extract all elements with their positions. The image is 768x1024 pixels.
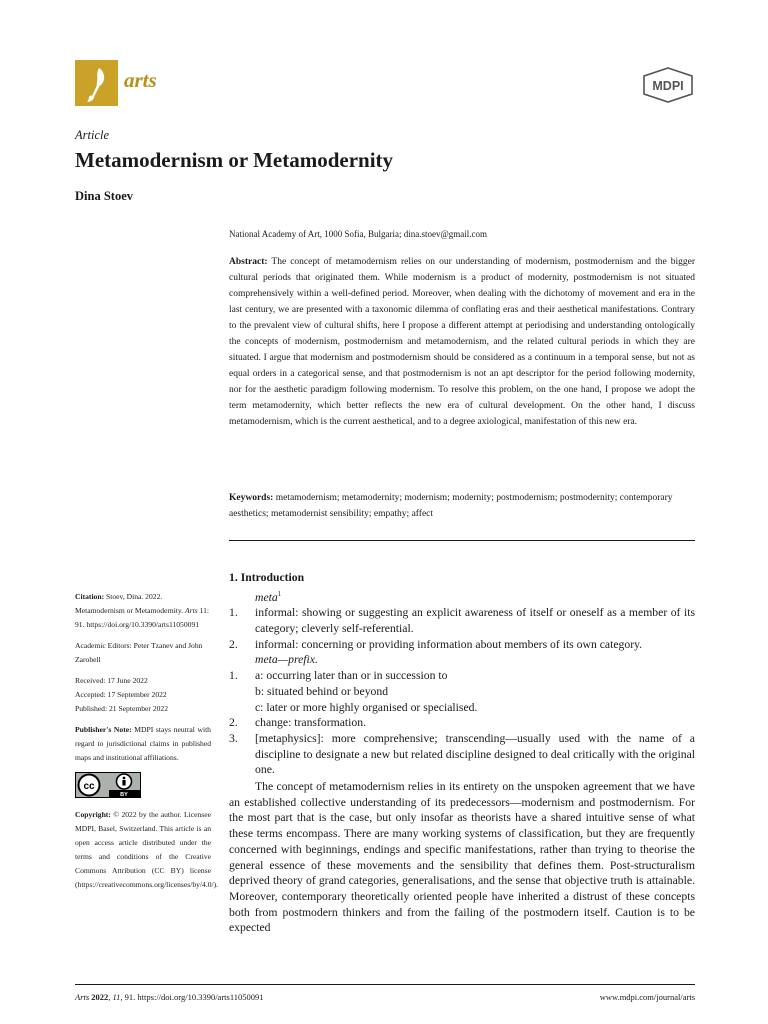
footer-journal-url[interactable]: www.mdpi.com/journal/arts xyxy=(599,992,695,1002)
keywords xyxy=(229,490,695,522)
citation-block xyxy=(75,590,211,632)
academic-editors: Academic Editors: Peter Tzanev and John Zarobell xyxy=(75,641,203,664)
list-number: 3. xyxy=(229,731,238,745)
footer-citation: Arts 2022, 11, 91. https://doi.org/10.3390/arts11050091 xyxy=(75,992,264,1002)
section-divider xyxy=(229,540,695,541)
list-number: 2. xyxy=(229,637,238,651)
author-affiliation: National Academy of Art, 1000 Sofia, Bulgaria; dina.stoev@gmail.com xyxy=(229,229,487,239)
citation-journal: Arts xyxy=(185,606,198,615)
journal-name: arts xyxy=(124,68,157,92)
footer-doi[interactable]: , 91. https://doi.org/10.3390/arts11050091 xyxy=(120,992,264,1002)
list-item xyxy=(229,637,695,653)
definition-term: meta xyxy=(255,590,278,604)
cc-by-license-icon[interactable] xyxy=(75,772,141,798)
list-number: 2. xyxy=(229,716,238,730)
list-item xyxy=(229,731,695,778)
footer-volume: 11 xyxy=(112,992,121,1002)
article-title: Metamodernism or Metamodernity xyxy=(75,148,394,172)
copyright-text: © 2022 by the author. Licensee MDPI, Basel, Switzerland. This article is an open access article distributed under the terms and conditions of the Creative Commons Attribution (CC BY) license (https://creativecommons.org/licenses/by/4.0/). xyxy=(75,810,219,889)
article-type: Article xyxy=(75,128,110,142)
section-heading: 1. Introduction xyxy=(229,571,305,584)
definition-heading-prefix xyxy=(229,652,695,668)
svg-text:cc: cc xyxy=(83,781,95,792)
abstract xyxy=(229,254,695,430)
citation-text: Stoev, Dina. 2022. Metamodernism or Metamodernity. xyxy=(75,592,184,615)
list-text-line: a: occurring later than or in succession to xyxy=(255,669,448,683)
list-number: 1. xyxy=(229,606,238,620)
definition-list-1 xyxy=(229,605,695,652)
publisher-note xyxy=(75,723,211,765)
footnote-marker: 1 xyxy=(277,589,282,598)
footer-year: 2022 xyxy=(91,992,109,1002)
copyright-label: Copyright: xyxy=(75,810,111,819)
sidebar xyxy=(75,590,219,899)
definition-list-2 xyxy=(229,668,695,778)
list-text: informal: concerning or providing information about members of its own category. xyxy=(255,637,643,651)
keywords-text: metamodernism; metamodernity; modernism; modernity; postmodernism; postmodernity; contemporary aesthetics; metamodernist sensibility; empathy; affect xyxy=(229,493,673,519)
mdpi-logo-icon xyxy=(641,67,695,103)
arts-journal-logo-icon xyxy=(75,60,118,106)
list-text-line: b: situated behind or beyond xyxy=(255,684,389,698)
list-item xyxy=(229,715,695,731)
license-badge-text: BY xyxy=(120,792,128,798)
accepted-date: Accepted: 17 September 2022 xyxy=(75,690,167,699)
copyright-block xyxy=(75,808,219,892)
definition-heading-meta xyxy=(229,587,695,606)
main-text xyxy=(229,570,695,936)
keywords-label: Keywords: xyxy=(229,493,274,503)
list-text: change: transformation. xyxy=(255,716,366,730)
publisher-note-label: Publisher's Note: xyxy=(75,725,132,734)
publisher-note-text: MDPI stays neutral with regard to jurisdictional claims in published maps and institutional affiliations. xyxy=(75,725,211,762)
author-name: Dina Stoev xyxy=(75,189,133,203)
body-paragraph: The concept of metamodernism relies in its entirety on the unspoken agreement that we have an established collective understanding of its predecessors—modernism and postmodernism. For the most part that is the case, but only insofar as theorists have a shared intuitive sense of what these terms encompass. There are many working systems of classification, but they are frequently concerned with beginnings, endings and specific manifestations, rather than trying to theorise the general essence of these movements and the sensibility that defines them. Post-structuralism deprived theory of grand categories, generalisations, and the sense that objective truth is attainable. Moreover, contemporary theoretically oriented people have inherited a distrust of these concepts both from postmodern thinkers and from the failing of the postmodern itself. Caution is to be expected xyxy=(229,780,695,935)
list-number: 1. xyxy=(229,669,238,683)
abstract-label: Abstract: xyxy=(229,257,268,267)
abstract-text: The concept of metamodernism relies on our understanding of modernism, postmodernism and the bigger cultural periods that originated them. While modernism is a product of modernity, postmodernism is not situated comprehensively within a well-defined period. Moreover, when dealing with the dichotomy of movement and era in the last century, we are presented with a taxonomic dilemma of conflating eras and their aesthetical manifestations. Contrary to the prevalent view of cultural shifts, here I propose a different attempt at periodising and understanding ontologically the concepts of modernism, postmodernism and metamodernism, and the related cultural periods in which they are situated. I argue that modernism and postmodernism should be considered as a continuum in a temporal sense, but not as equal orders in a categorical sense, and that postmodernism is not an apt descriptor for the period following modernity, nor for the aesthetic paradigm following modernism. To resolve this problem, on the one hand, I propose we adopt the term metamodernity, which better reflects the new era of cultural development. On the other hand, I discuss metamodernism, which is the current aesthetical, and to a degree axiological, manifestation of this new era. xyxy=(229,257,695,427)
list-text xyxy=(255,668,695,715)
published-date: Published: 21 September 2022 xyxy=(75,704,169,713)
dates-block xyxy=(75,674,211,716)
citation-doi: 11: 91. https://doi.org/10.3390/arts11050091 xyxy=(75,606,210,629)
footer-divider xyxy=(75,984,695,985)
citation-label: Citation: xyxy=(75,592,105,601)
received-date: Received: 17 June 2022 xyxy=(75,676,148,685)
list-item xyxy=(229,668,695,715)
definition-term: meta—prefix. xyxy=(255,653,318,667)
list-item xyxy=(229,605,695,636)
list-text: informal: showing or suggesting an explicit awareness of itself or oneself as a member of its category; cleverly self-referential. xyxy=(255,606,695,635)
list-text: [metaphysics]: more comprehensive; transcending—usually used with the name of a discipline to designate a new but related discipline designed to deal critically with the original one. xyxy=(255,731,695,777)
mdpi-logo-text: MDPI xyxy=(652,79,684,93)
list-text-line: c: later or more highly organised or specialised. xyxy=(255,700,478,714)
footer-journal: Arts xyxy=(75,992,90,1002)
